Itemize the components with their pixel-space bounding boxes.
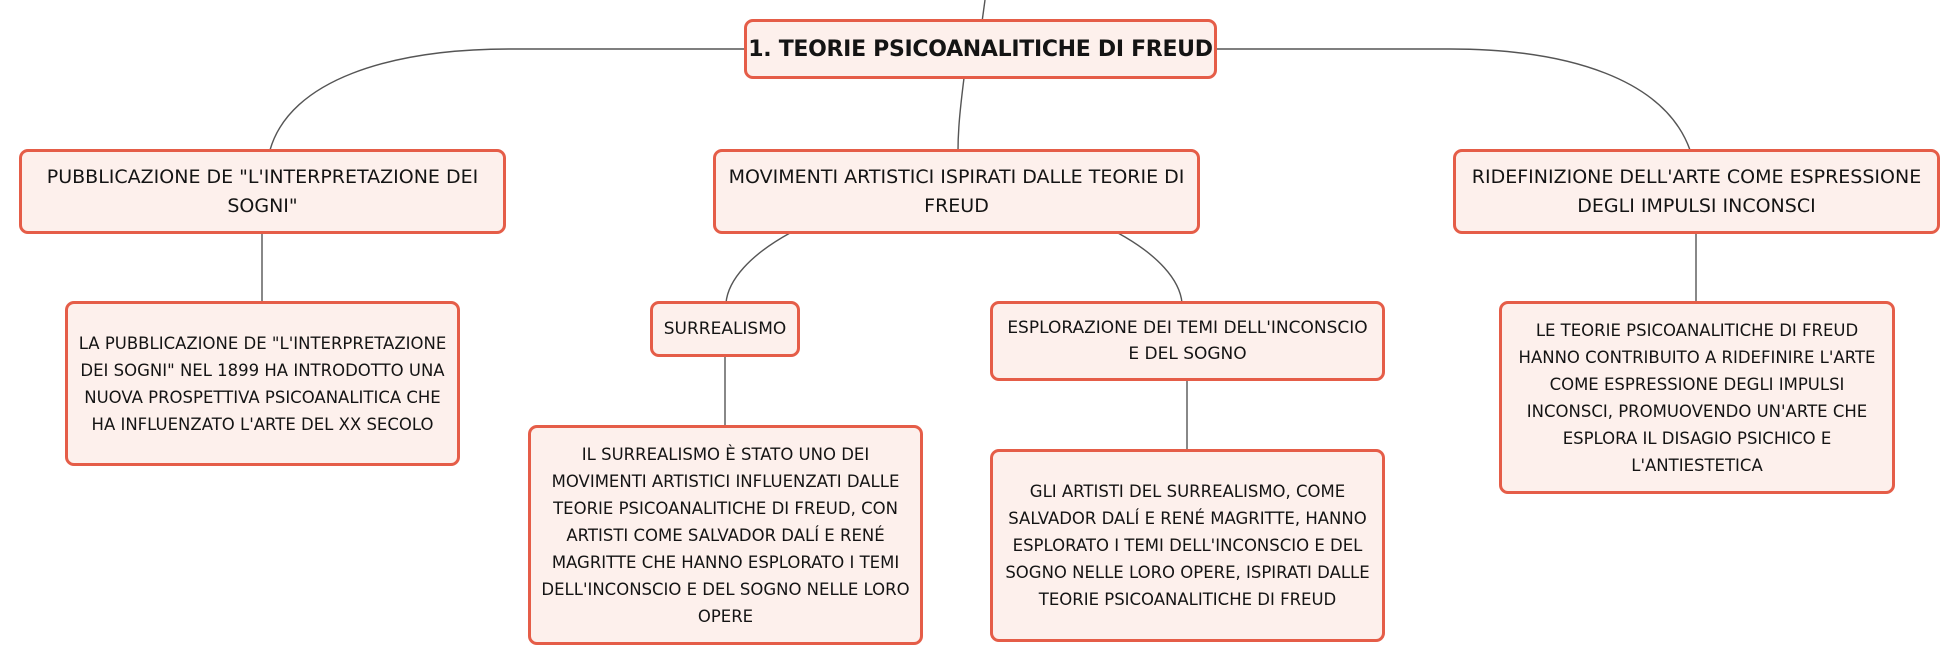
- branch-node-ridefinizione-arte[interactable]: [1453, 149, 1940, 234]
- branch-node-interpretazione-sogni[interactable]: [19, 149, 506, 234]
- connector-root-branch-1: [270, 49, 744, 150]
- branch-node-label: PUBBLICAZIONE DE "L'INTERPRETAZIONE DEI SOGNI": [46, 165, 479, 217]
- connector-root-branch-2: [958, 78, 964, 151]
- branch-node-label: RIDEFINIZIONE DELL'ARTE COME ESPRESSIONE DEGLI IMPULSI INCONSCI: [1471, 165, 1922, 217]
- connector-root-branch-3: [1217, 49, 1690, 150]
- detail-node-text: LE TEORIE PSICOANALITICHE DI FREUD HANNO CONTRIBUITO A RIDEFINIRE L'ARTE COME ESPRESSIONE DEGLI IMPULSI INCONSCI, PROMUOVENDO UN'ARTE CHE ESPLORA IL DISAGIO PSICHICO E L'ANTIESTETICA: [1518, 320, 1876, 475]
- detail-node-esplorazione[interactable]: [990, 449, 1385, 642]
- subbranch-node-label: SURREALISMO: [663, 319, 787, 339]
- detail-node-surrealismo[interactable]: [528, 425, 923, 645]
- connector-branch-2-esplorazione: [1118, 233, 1182, 303]
- branch-node-label: MOVIMENTI ARTISTICI ISPIRATI DALLE TEORIE DI FREUD: [728, 165, 1185, 217]
- subbranch-node-label: ESPLORAZIONE DEI TEMI DELL'INCONSCIO E DEL SOGNO: [1007, 318, 1368, 364]
- subbranch-node-surrealismo[interactable]: [650, 301, 800, 357]
- root-node-label: 1. TEORIE PSICOANALITICHE DI FREUD: [748, 36, 1213, 62]
- detail-node-interpretazione-sogni[interactable]: [65, 301, 460, 466]
- detail-node-text: GLI ARTISTI DEL SURREALISMO, COME SALVADOR DALÍ E RENÉ MAGRITTE, HANNO ESPLORATO I TEMI DELL'INCONSCIO E DEL SOGNO NELLE LORO OPERE, ISPIRATI DALLE TEORIE PSICOANALITICHE DI FREUD: [1005, 482, 1370, 609]
- connector-branch-2-surrealismo: [726, 233, 790, 303]
- branch-node-movimenti-artistici[interactable]: [713, 149, 1200, 234]
- detail-node-text: IL SURREALISMO È STATO UNO DEI MOVIMENTI ARTISTICI INFLUENZATI DALLE TEORIE PSICOANALITICHE DI FREUD, CON ARTISTI COME SALVADOR DALÍ E RENÉ MAGRITTE CHE HANNO ESPLORATO I TEMI DELL'INCONSCIO E DEL SOGNO NELLE LORO OPERE: [541, 444, 910, 626]
- detail-node-text: LA PUBBLICAZIONE DE "L'INTERPRETAZIONE DEI SOGNI" NEL 1899 HA INTRODOTTO UNA NUOVA PROSPETTIVA PSICOANALITICA CHE HA INFLUENZATO L'ARTE DEL XX SECOLO: [78, 333, 447, 434]
- root-node[interactable]: [744, 19, 1217, 79]
- detail-node-ridefinizione-arte[interactable]: [1499, 301, 1895, 494]
- subbranch-node-esplorazione[interactable]: [990, 301, 1385, 381]
